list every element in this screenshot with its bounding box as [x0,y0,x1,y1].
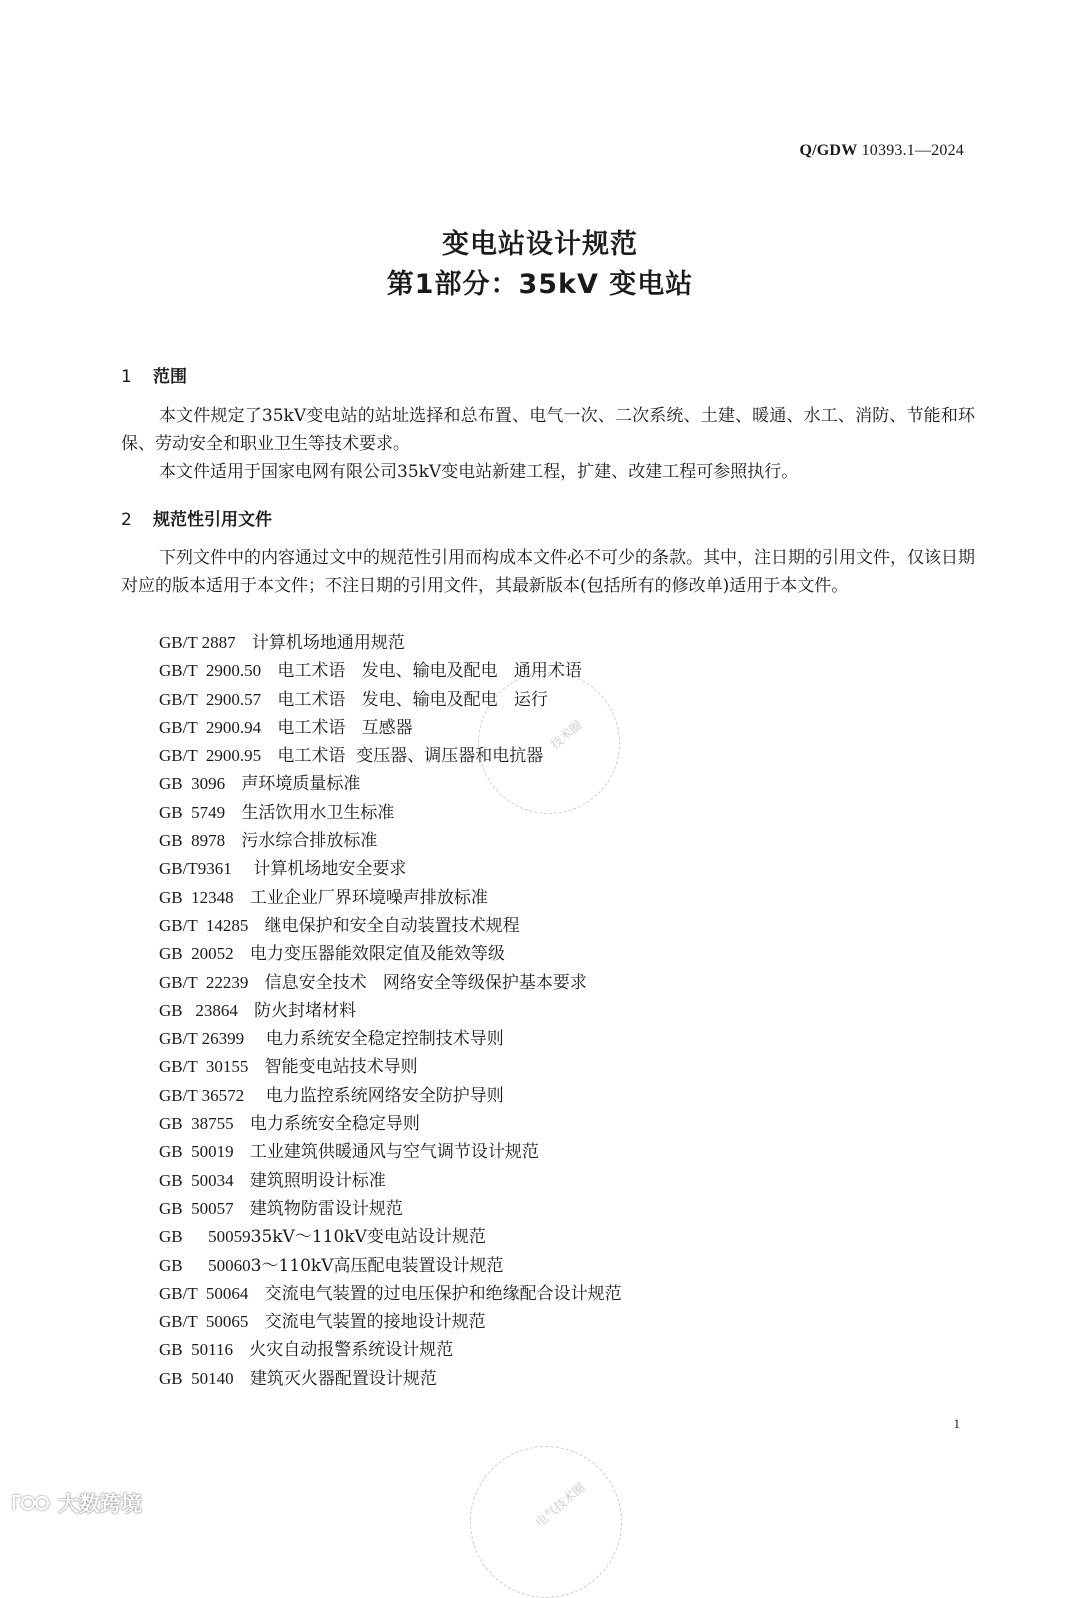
reference-code: GB 50019 [159,1142,234,1162]
reference-title: 生活饮用水卫生标准 [241,802,395,823]
reference-code: GB/T 2900.57 [159,689,262,709]
reference-title: 计算机场地通用规范 [251,633,405,653]
section-1-paragraph-2: 本文件适用于国家电网有限公司35kV变电站新建工程，扩建、改建工程可参照执行。 [159,462,799,482]
reference-code: GB/T 2900.50 [159,661,262,681]
reference-title: 火灾自动报警系统设计规范 [249,1340,454,1361]
reference-code: GB 50116 [159,1340,233,1360]
reference-code: GB 50060 [159,1255,251,1275]
reference-title: 交流电气装置的接地设计规范 [264,1312,486,1333]
reference-title: 工业建筑供暖通风与空气调节设计规范 [249,1142,539,1163]
reference-code: GB/T 50064 [159,1283,249,1303]
reference-code: GB/T 30155 [159,1057,249,1077]
section-1-heading [121,362,187,387]
reference-code: GB 23864 [159,1000,238,1020]
reference-title: 污水综合排放标准 [241,831,378,852]
reference-code: GB/T 14285 [159,915,249,935]
reference-code: GB/T 2900.95 [159,746,262,766]
reference-code: GB 12348 [159,887,234,907]
reference-item [159,1195,622,1223]
standard-code-number: 10393.1—2024 [857,142,964,159]
reference-title: 电力变压器能效限定值及能效等级 [249,944,505,965]
reference-code: GB 8978 [159,831,226,851]
reference-code: GB 50059 [159,1227,251,1247]
reference-code: GB/T 50065 [159,1312,249,1332]
reference-item [159,884,622,912]
reference-title: 防火封堵材料 [254,1000,357,1021]
section-2-title: 规范性引用文件 [153,510,272,530]
document-title: 变电站设计规范 [442,229,638,260]
reference-item [159,1365,622,1393]
reference-title: 计算机场地安全要求 [247,859,407,880]
reference-title: 声环境质量标准 [241,774,361,795]
reference-code: GB 20052 [159,944,234,964]
reference-title: 电工术语 发电、输电及配电 运行 [277,689,548,710]
section-2-number: 2 [121,510,132,530]
logo-text: 大数跨境 [58,1492,142,1516]
reference-item [159,1308,622,1336]
reference-title: 3～110kV高压配电装置设计规范 [250,1255,504,1276]
reference-title: 继电保护和安全自动装置技术规程 [264,915,520,936]
reference-code: GB/T 26399 [159,1029,245,1049]
reference-item [159,1252,622,1280]
reference-code: GB/T 36572 [159,1085,245,1105]
reference-item [159,997,622,1025]
reference-code: GB 50057 [159,1198,234,1218]
reference-code: GB/T 22239 [159,972,249,992]
watermark-text: 技术圈 [548,717,585,752]
reference-item [159,1025,622,1053]
reference-item [159,940,622,968]
reference-title: 工业企业厂界环境噪声排放标准 [249,887,488,908]
page-number: 1 [953,1416,960,1431]
watermark-text: 电气技术圈 [532,1480,588,1530]
standard-code [800,142,965,160]
reference-item [159,1223,622,1251]
reference-title: 35kV～110kV变电站设计规范 [250,1227,486,1248]
logo-icon [10,1490,54,1516]
reference-title: 智能变电站技术导则 [264,1057,418,1078]
reference-item [159,1280,622,1308]
reference-item [159,1138,622,1166]
reference-title: 建筑灭火器配置设计规范 [249,1368,437,1389]
reference-title: 电力监控系统网络安全防护导则 [260,1085,504,1106]
reference-item [159,969,622,997]
standard-code-prefix: Q/GDW [799,142,858,159]
reference-title: 电工术语 变压器、调压器和电抗器 [277,746,544,767]
corner-logo [10,1488,142,1518]
reference-code: GB 50034 [159,1170,234,1190]
section-1-title: 范围 [153,367,187,387]
reference-title: 信息安全技术 网络安全等级保护基本要求 [264,972,587,993]
section-2-paragraph-1: 下列文件中的内容通过文中的规范性引用而构成本文件必不可少的条款。其中，注日期的引用文件，仅该日期对应的版本适用于本文件；不注日期的引用文件，其最新版本(包括所有的修改单)适用于本文件。 [121,548,975,596]
reference-item [159,1336,622,1364]
reference-code: GB 50140 [159,1368,234,1388]
section-1-paragraph-1: 本文件规定了35kV变电站的站址选择和总布置、电气一次、二次系统、土建、暖通、水工、消防、节能和环保、劳动安全和职业卫生等技术要求。 [121,406,975,454]
reference-title: 电工术语 发电、输电及配电 通用术语 [277,661,582,682]
reference-code: GB/T 2900.94 [159,717,262,737]
reference-title: 电工术语 互感器 [277,717,413,738]
reference-item [159,1110,622,1138]
reference-item [159,1053,622,1081]
reference-title: 建筑物防雷设计规范 [249,1198,403,1219]
section-1-number: 1 [121,367,132,387]
reference-item [159,1082,622,1110]
reference-title: 建筑照明设计标准 [249,1170,386,1191]
reference-title: 电力系统安全稳定控制技术导则 [260,1029,504,1050]
document-subtitle: 第1部分：35kV 变电站 [386,269,694,300]
section-2-heading [121,505,272,530]
reference-code: GB 5749 [159,802,226,822]
reference-item [159,629,622,657]
reference-title: 交流电气装置的过电压保护和绝缘配合设计规范 [264,1283,622,1304]
reference-item [159,912,622,940]
reference-item [159,855,622,883]
reference-title: 电力系统安全稳定导则 [249,1114,420,1135]
reference-code: GB 3096 [159,774,226,794]
reference-item [159,827,622,855]
reference-item [159,1167,622,1195]
reference-code: GB/T9361 [159,859,232,879]
reference-code: GB/T 2887 [159,633,236,652]
reference-code: GB 38755 [159,1114,234,1134]
